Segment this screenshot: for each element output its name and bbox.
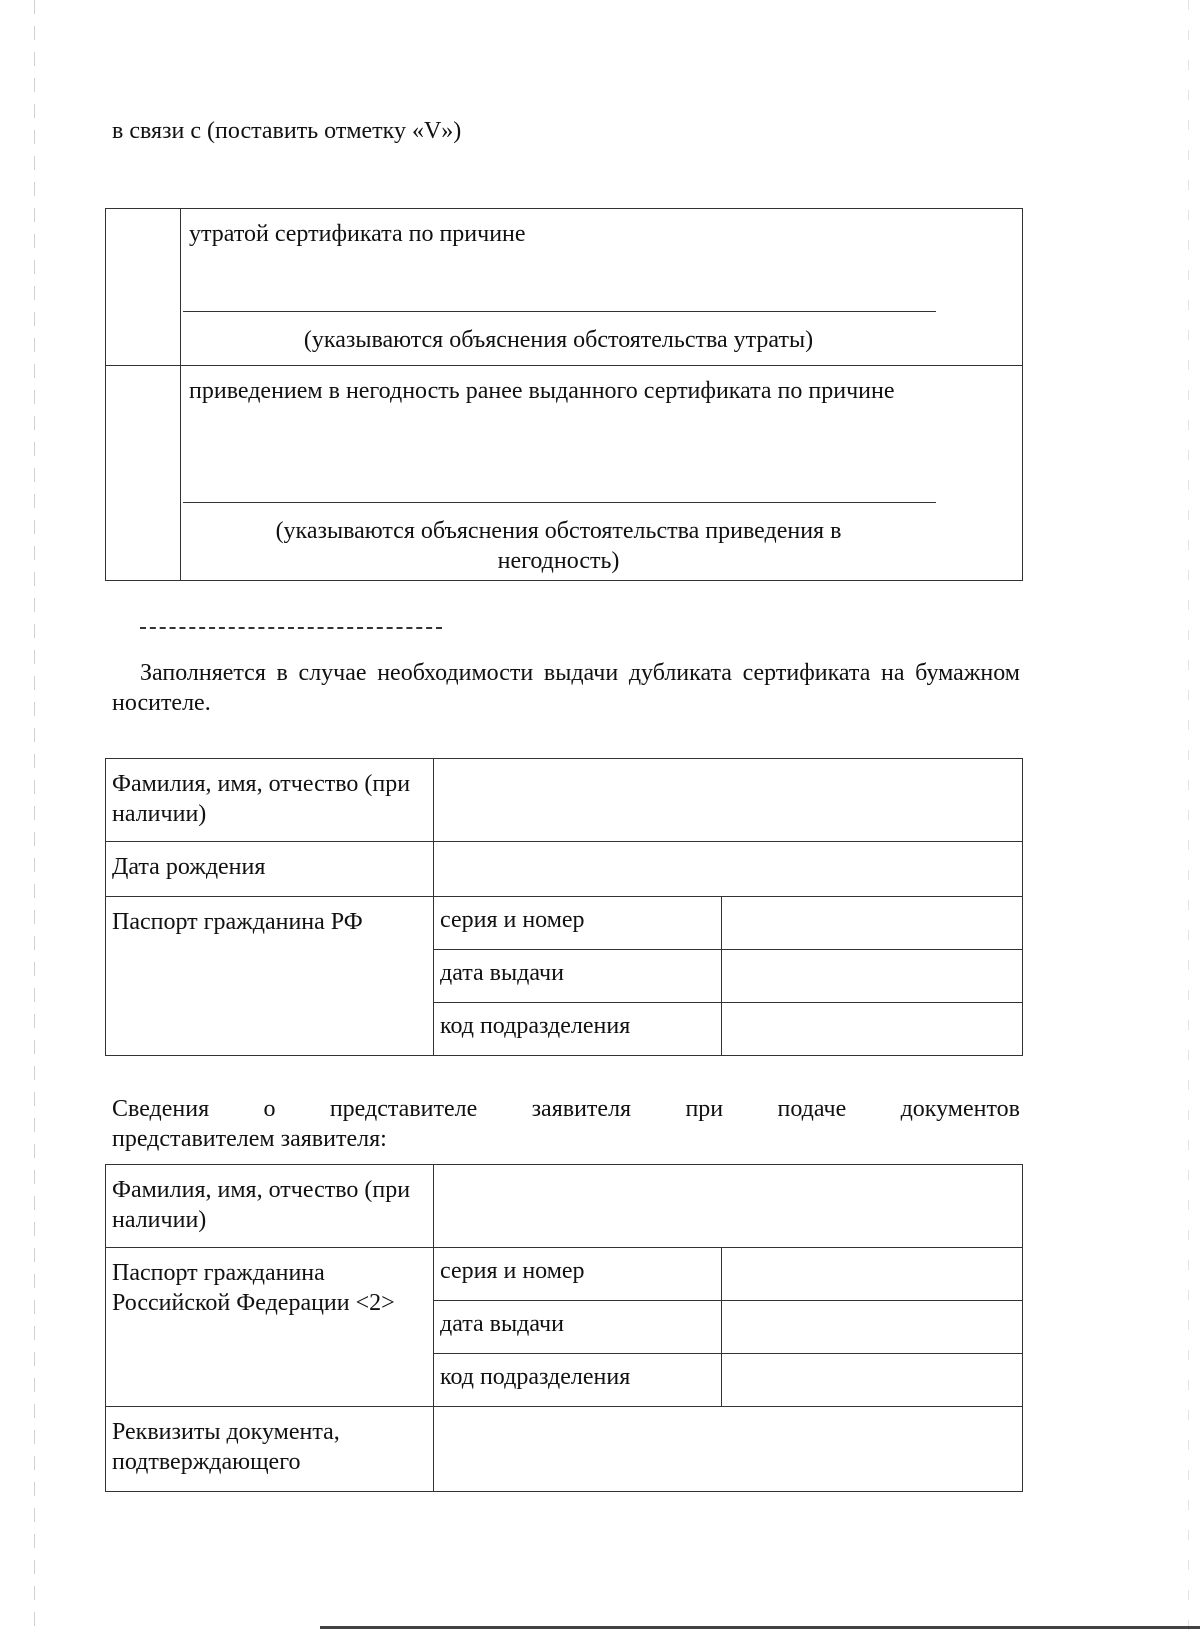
reason-loss-checkbox[interactable] <box>106 209 181 366</box>
rep-passport-label: Паспорт гражданина Российской Федерации <2> <box>106 1248 434 1407</box>
applicant-series-label: серия и номер <box>434 897 722 950</box>
scan-edge-left <box>34 0 35 1633</box>
reason-damage-checkbox[interactable] <box>106 366 181 581</box>
rep-name-field[interactable] <box>434 1165 1023 1248</box>
applicant-division-code-field[interactable] <box>722 1003 1023 1056</box>
rep-issue-date-field[interactable] <box>722 1301 1023 1354</box>
applicant-name-label: Фамилия, имя, отчество (при наличии) <box>106 759 434 842</box>
scan-edge-right <box>1188 0 1189 1633</box>
rep-series-field[interactable] <box>722 1248 1023 1301</box>
reason-damage-input-line[interactable] <box>183 502 936 503</box>
rep-passport-series-row <box>106 1248 1023 1301</box>
applicant-dob-row <box>106 842 1023 897</box>
heading-word: заявителя <box>531 1096 632 1122</box>
reason-loss-cell <box>181 209 1023 366</box>
reason-damage-label: приведением в негодность ранее выданного сертификата по причине <box>189 378 895 404</box>
reason-row-loss <box>106 209 1023 366</box>
heading-word: при <box>685 1096 724 1122</box>
applicant-table <box>105 758 1023 1056</box>
rep-division-code-label: код подразделения <box>434 1354 722 1407</box>
applicant-name-field[interactable] <box>434 759 1023 842</box>
applicant-issue-date-label: дата выдачи <box>434 950 722 1003</box>
reason-damage-cell <box>181 366 1023 581</box>
heading-word: о <box>263 1096 276 1122</box>
rep-document-field[interactable] <box>434 1407 1023 1492</box>
reason-row-damage <box>106 366 1023 581</box>
footnote-separator <box>140 627 442 629</box>
applicant-dob-label: Дата рождения <box>106 842 434 897</box>
heading-word: Сведения <box>112 1096 210 1122</box>
representative-table <box>105 1164 1023 1492</box>
applicant-name-row <box>106 759 1023 842</box>
applicant-series-field[interactable] <box>722 897 1023 950</box>
scan-edge-bottom <box>320 1626 1200 1629</box>
rep-name-row <box>106 1165 1023 1248</box>
rep-document-row <box>106 1407 1023 1492</box>
heading-word: подаче <box>777 1096 847 1122</box>
applicant-dob-field[interactable] <box>434 842 1023 897</box>
applicant-issue-date-field[interactable] <box>722 950 1023 1003</box>
heading-word: представителе <box>329 1096 478 1122</box>
applicant-passport-series-row <box>106 897 1023 950</box>
footnote-text: Заполняется в случае необходимости выдачи дубликата сертификата на бумажном носителе. <box>112 660 1020 716</box>
rep-issue-date-label: дата выдачи <box>434 1301 722 1354</box>
rep-division-code-field[interactable] <box>722 1354 1023 1407</box>
rep-name-label: Фамилия, имя, отчество (при наличии) <box>106 1165 434 1248</box>
representative-heading <box>112 1094 1020 1154</box>
intro-text: в связи с (поставить отметку «V») <box>112 118 462 144</box>
reason-loss-input-line[interactable] <box>183 311 936 312</box>
heading-word: документов <box>900 1096 1020 1122</box>
applicant-passport-label: Паспорт гражданина РФ <box>106 897 434 1056</box>
applicant-division-code-label: код подразделения <box>434 1003 722 1056</box>
rep-series-label: серия и номер <box>434 1248 722 1301</box>
reason-table <box>105 208 1023 581</box>
representative-heading-line1 <box>112 1094 1020 1124</box>
reason-damage-note: (указываются объяснения обстоятельства приведения в негодность) <box>275 518 842 574</box>
rep-document-label: Реквизиты документа, подтверждающего <box>106 1407 434 1492</box>
reason-loss-note: (указываются объяснения обстоятельства утраты) <box>303 327 814 353</box>
reason-loss-label: утратой сертификата по причине <box>189 221 526 247</box>
representative-heading-line2: представителем заявителя: <box>112 1126 387 1152</box>
